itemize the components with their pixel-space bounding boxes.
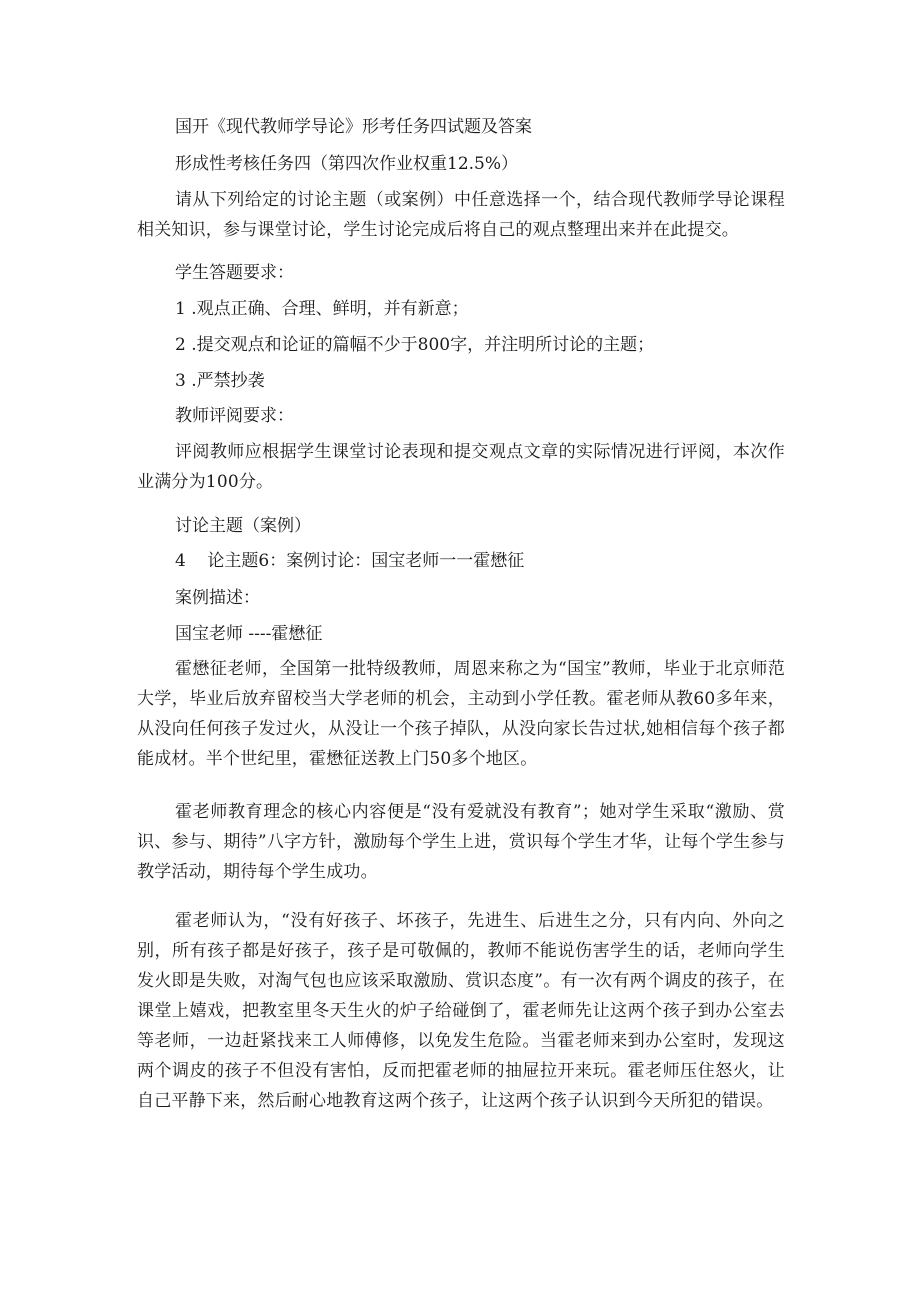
student-requirements-heading: 学生答题要求：: [175, 263, 294, 283]
case-heading: 案例描述：: [175, 588, 260, 608]
case-title: 国宝老师 ----霍懋征: [175, 624, 323, 644]
case-paragraph-2: 霍老师教育理念的核心内容便是“没有爱就没有教育”；她对学生采取“激励、赏识、参与、期待”八字方针，激励每个学生上进，赏识每个学生才华，让每个学生参与教学活动，期待每个学生成功。: [137, 802, 785, 882]
requirement-item-1: 1 .观点正确、合理、鲜明，并有新意；: [175, 299, 469, 319]
requirement-item-3: 3 .严禁抄袭: [175, 371, 265, 391]
topic-line: 4 论主题6：案例讨论：国宝老师一一霍懋征: [175, 551, 525, 571]
requirement-item-2: 2 .提交观点和论证的篇幅不少于800字，并注明所讨论的主题；: [175, 335, 655, 355]
teacher-requirements-heading: 教师评阅要求：: [175, 406, 294, 426]
teacher-requirements-paragraph: 评阅教师应根据学生课堂讨论表现和提交观点文章的实际情况进行评阅，本次作业满分为100分。: [137, 442, 785, 492]
topic-heading: 讨论主题（案例）: [175, 516, 311, 536]
document-subtitle: 形成性考核任务四（第四次作业权重12.5%）: [175, 154, 519, 174]
case-paragraph-1: 霍懋征老师，全国第一批特级教师，周恩来称之为“国宝”教师，毕业于北京师范大学，毕业后放弃留校当大学老师的机会，主动到小学任教。霍老师从教60多年来，从没向任何孩子发过火，从没让一个孩子掉队，从没向家长告过状,她相信每个孩子都能成材。半个世纪里，霍懋征送教上门50多个地区。: [137, 659, 785, 769]
document-title: 国开《现代教师学导论》形考任务四试题及答案: [175, 117, 532, 137]
intro-paragraph: 请从下列给定的讨论主题（或案例）中任意选择一个，结合现代教师学导论课程相关知识，参与课堂讨论，学生讨论完成后将自己的观点整理出来并在此提交。: [137, 190, 785, 240]
case-paragraph-3: 霍老师认为，“没有好孩子、坏孩子，先进生、后进生之分，只有内向、外向之别，所有孩子都是好孩子，孩子是可敬佩的，教师不能说伤害学生的话，老师向学生发火即是失败，对淘气包也应该采取激励、赏识态度”。有一次有两个调皮的孩子，在课堂上嬉戏，把教室里冬天生火的炉子给碰倒了，霍老师先让这两个孩子到办公室去等老师，一边赶紧找来工人师傅修，以免发生危险。当霍老师来到办公室时，发现这两个调皮的孩子不但没有害怕，反而把霍老师的抽屉拉开来玩。霍老师压住怒火，让自己平静下来，然后耐心地教育这两个孩子，让这两个孩子认识到今天所犯的错误。: [137, 911, 785, 1111]
